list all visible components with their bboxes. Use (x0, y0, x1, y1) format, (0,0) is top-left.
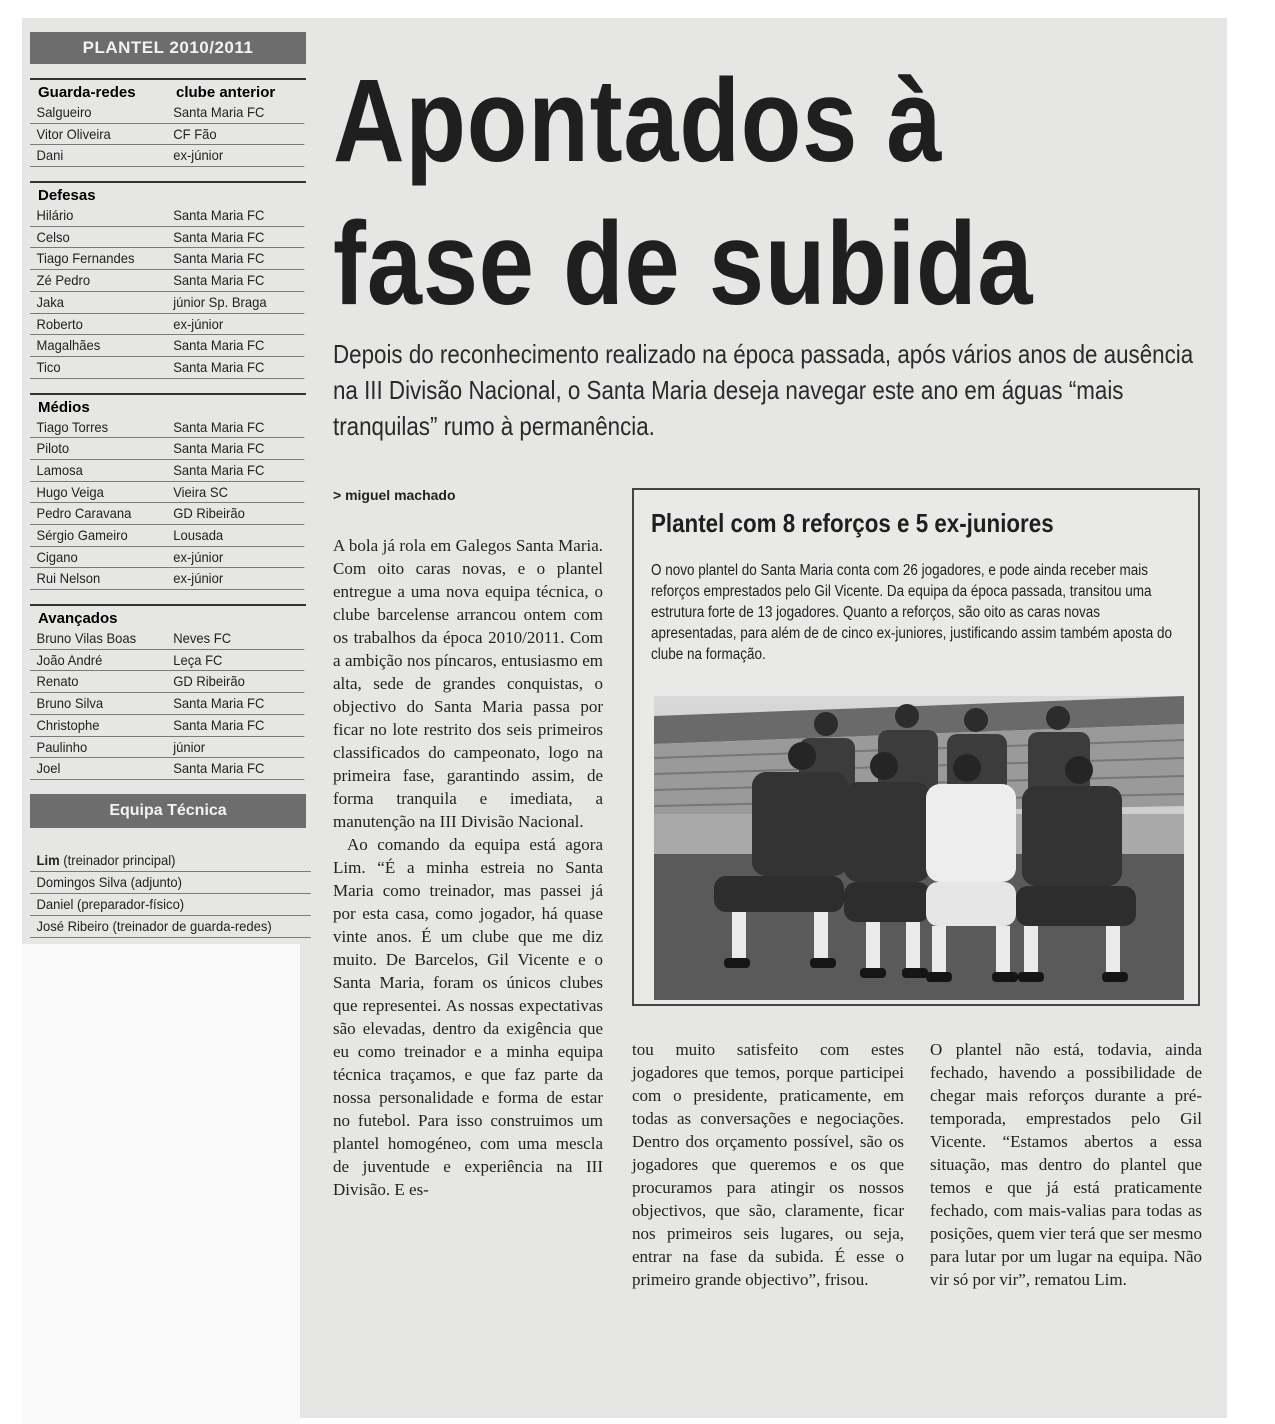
article-column-1 (333, 534, 603, 1201)
paragraph: Ao comando da equipa está agora Lim. “É a minha estreia no Santa Maria como treinador, mas passei já por esta casa, como jogador, há quase vinte anos. É um clube que me diz muito. De Barcelos, Gil Vicente e o Santa Maria, foram os únicos clubes que representei. As nossas expectativas são elevadas, dentro da exigência que eu como treinador e a minha equipa técnica traçamos, e que faz parte da nossa personalidade e forma de estar no futebol. Para isso construimos um plantel homogéneo, com uma mescla de juventude e experiência na III Divisão. E es- (333, 835, 603, 1199)
player-row (30, 650, 305, 672)
player-previous-club: júnior (173, 738, 206, 755)
player-name: Roberto (36, 315, 83, 332)
player-row (30, 568, 305, 590)
player-row (30, 357, 305, 379)
player-previous-club: Vieira SC (173, 483, 228, 500)
squad-title: PLANTEL 2010/2011 (30, 32, 306, 64)
player-name: Magalhães (36, 337, 101, 354)
player-row (30, 482, 305, 504)
headline-line-2: fase de subida (333, 198, 1034, 330)
team-photo-image (654, 696, 1184, 1000)
player-row (30, 314, 305, 336)
player-previous-club: GD Ribeirão (173, 673, 245, 690)
blank-cutout (22, 944, 300, 1424)
player-row (30, 248, 305, 270)
player-previous-club: Santa Maria FC (173, 695, 265, 712)
player-row (30, 693, 305, 715)
section-header (30, 181, 306, 205)
player-row (30, 102, 305, 124)
player-row (30, 145, 305, 167)
player-previous-club: Santa Maria FC (173, 440, 265, 457)
squad-sidebar (30, 32, 306, 938)
player-previous-club: ex-júnior (173, 570, 224, 587)
player-row (30, 525, 305, 547)
player-previous-club: ex-júnior (173, 315, 224, 332)
lede: Depois do reconhecimento realizado na época passada, após vários anos de ausência na III Divisão Nacional, o Santa Maria deseja navegar este ano em águas “mais tranquilas” rumo à permanência. (333, 339, 1194, 441)
section-header (30, 393, 306, 417)
player-previous-club: Santa Maria FC (173, 207, 265, 224)
staff-role: (adjunto) (130, 873, 182, 890)
player-name: Zé Pedro (36, 272, 91, 289)
player-previous-club: Lousada (173, 527, 224, 543)
player-previous-club: Santa Maria FC (173, 272, 265, 289)
player-previous-club: Santa Maria FC (173, 418, 265, 435)
player-name: Cigano (36, 548, 78, 565)
player-name: Hugo Veiga (36, 483, 104, 500)
player-row (30, 671, 305, 693)
headline (333, 50, 1072, 336)
squad-section (30, 604, 306, 780)
player-previous-club: Neves FC (173, 630, 232, 647)
player-row (30, 460, 305, 482)
staff-name: Domingos Silva (36, 873, 127, 890)
player-previous-club: GD Ribeirão (173, 505, 245, 522)
staff-row (30, 916, 311, 938)
player-previous-club: Santa Maria FC (173, 461, 265, 478)
player-previous-club: Santa Maria FC (173, 358, 265, 375)
paragraph: O plantel não está, todavia, ainda fechado, havendo a possibilidade de chegar mais reforços durante a pré-temporada, emprestados pelo Gil Vicente. “Estamos abertos a essa situação, mas dentro do plantel que temos e que já está praticamente fechado, com mais-valias para todas as posições, quem vier terá que ser mesmo para lutar por um lugar na equipa. Não vir só por vir”, rematou Lim. (930, 1040, 1202, 1289)
player-name: Salgueiro (36, 104, 92, 120)
player-name: Tiago Torres (36, 418, 109, 435)
staff-role: (treinador principal) (63, 851, 176, 868)
staff-row (30, 872, 311, 894)
player-row (30, 227, 305, 249)
team-photo (654, 696, 1184, 1000)
info-box (632, 488, 1200, 1006)
player-name: Sérgio Gameiro (36, 527, 128, 543)
player-name: Celso (36, 228, 70, 245)
player-name: Piloto (36, 440, 70, 457)
player-row (30, 628, 305, 650)
section-title: Guarda-redes (38, 84, 136, 101)
player-row (30, 715, 305, 737)
player-previous-club: ex-júnior (173, 147, 224, 164)
player-previous-club: Santa Maria FC (173, 337, 265, 354)
headline-line-1: Apontados à (333, 55, 943, 187)
section-title: Médios (38, 398, 90, 416)
player-previous-club: Santa Maria FC (173, 760, 265, 777)
player-name: Bruno Vilas Boas (36, 630, 137, 647)
previous-club-header: clube anterior (176, 84, 276, 101)
player-row (30, 547, 305, 569)
player-name: Lamosa (36, 461, 83, 478)
player-name: Paulinho (36, 738, 88, 755)
article-column-2 (632, 1038, 904, 1291)
player-row (30, 737, 305, 759)
player-name: Dani (36, 147, 64, 164)
player-name: Hilário (36, 207, 74, 224)
paragraph: A bola já rola em Galegos Santa Maria. Com oito caras novas, e o plantel entregue a uma nova equipa técnica, o clube barcelense arrancou ontem com os trabalhos da época 2010/2011. Com a ambição nos píncaros, entusiasmo em alta, sede de grandes conquistas, o objectivo do Santa Maria passa por ficar no lote restrito dos seis primeiros classificados do campeonato, logo na primeira fase, garantindo assim, de forma tranquila e imediata, a manutenção na III Divisão Nacional. (333, 536, 603, 831)
paragraph: tou muito satisfeito com estes jogadores que temos, porque participei com o presidente, praticamente, em todas as conversações e negociações. Dentro dos orçamento possível, são os jogadores que queremos e os que procuramos para atingir os nossos objectivos, que são, claramente, ficar nos primeiros seis lugares, ou seja, entrar na fase da subida. É esse o primeiro grande objectivo”, frisou. (632, 1040, 904, 1289)
box-title: Plantel com 8 reforços e 5 ex-juniores (651, 508, 1054, 538)
player-previous-club: júnior Sp. Braga (173, 293, 267, 310)
staff-role: (treinador de guarda-redes) (112, 917, 272, 934)
player-name: João André (36, 651, 103, 668)
player-previous-club: Leça FC (173, 651, 223, 668)
player-previous-club: Santa Maria FC (173, 228, 265, 245)
player-row (30, 205, 305, 227)
player-previous-club: ex-júnior (173, 548, 224, 565)
player-name: Tiago Fernandes (36, 250, 135, 267)
staff-row (30, 850, 311, 872)
player-row (30, 292, 305, 314)
section-title: Defesas (38, 187, 96, 205)
box-text: O novo plantel do Santa Maria conta com 26 jogadores, e pode ainda receber mais reforços emprestados pelo Gil Vicente. Da equipa da época passada, transitou uma estrutura forte de 13 jogadores. Quanto a reforços, são oito as caras novas apresentadas, para além de de cinco ex-juniores, justificando assim também aposta do clube na formação. (651, 562, 1172, 663)
player-row (30, 503, 305, 525)
player-name: Rui Nelson (36, 570, 101, 587)
squad-section (30, 181, 306, 379)
player-name: Christophe (36, 716, 100, 733)
player-previous-club: CF Fão (173, 125, 217, 142)
player-name: Tico (36, 358, 61, 375)
player-name: Pedro Caravana (36, 505, 132, 522)
player-name: Jaka (36, 293, 65, 310)
tech-staff-title: Equipa Técnica (30, 794, 306, 828)
player-previous-club: Santa Maria FC (173, 716, 265, 733)
staff-name: Lim (36, 851, 60, 868)
article-column-3 (930, 1038, 1202, 1291)
player-row (30, 438, 305, 460)
player-previous-club: Santa Maria FC (173, 104, 265, 120)
player-row (30, 758, 305, 780)
squad-section (30, 393, 306, 591)
player-name: Bruno Silva (36, 695, 104, 712)
player-name: Joel (36, 760, 61, 777)
player-row (30, 270, 305, 292)
player-name: Vitor Oliveira (36, 125, 111, 142)
player-row (30, 124, 305, 146)
player-previous-club: Santa Maria FC (173, 250, 265, 267)
staff-name: José Ribeiro (36, 917, 109, 934)
player-row (30, 335, 305, 357)
staff-role: (preparador-físico) (77, 895, 185, 912)
squad-section (30, 78, 306, 167)
player-name: Renato (36, 673, 79, 690)
player-row (30, 417, 305, 439)
byline: > miguel machado (333, 487, 456, 503)
section-header (30, 78, 306, 102)
staff-row (30, 894, 311, 916)
section-title: Avançados (38, 610, 118, 628)
staff-name: Daniel (36, 895, 74, 912)
section-header (30, 604, 306, 628)
